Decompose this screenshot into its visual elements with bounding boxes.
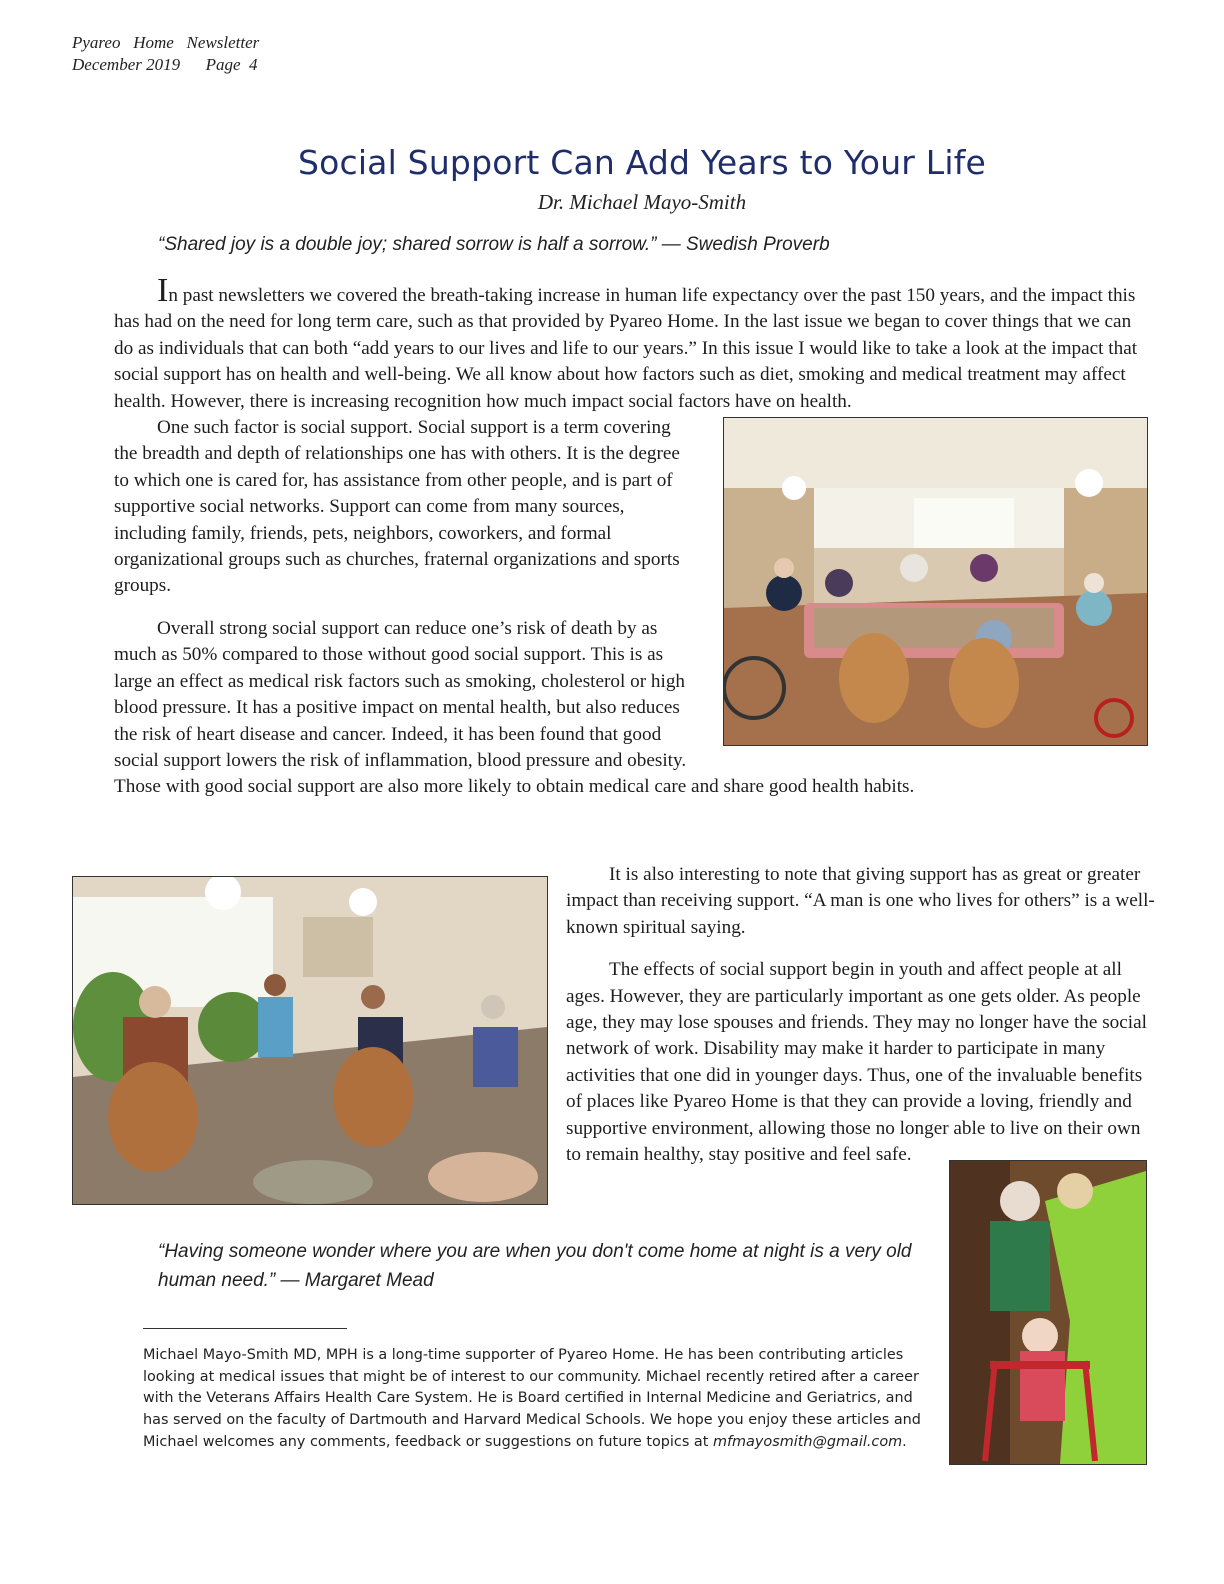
article-author: Dr. Michael Mayo-Smith (537, 190, 747, 214)
article-title: Social Support Can Add Years to Your Life (297, 143, 987, 182)
walker-child-photo (949, 1160, 1147, 1465)
footnote-divider (143, 1328, 347, 1329)
author-email-link[interactable]: mfmayosmith@gmail.com (712, 1433, 903, 1450)
closing-quote: “Having someone wonder where you are when you don't come home at night is a very old human need.” — Margaret Mead (158, 1241, 912, 1291)
paragraph-5: The effects of social support begin in youth and affect people at all ages. However, they are particularly important as one gets older. As people age, they may lose spouses and friends. They may no longer have the social network of work. Disability may make it harder to participate in many activities that one did in younger days. Thus, one of the invaluable benefits of places like Pyareo Home is that they can provide a loving, friendly and supportive environment, allowing those no longer able to live on their own to remain healthy, stay positive and feel safe. (566, 959, 1147, 1166)
paragraph-2: One such factor is social support. Social support is a term covering the breadth and depth of relationships one has with others. It is the degree to which one is cared for, has assistance from other people, and is part of supportive social networks. Support can come from many sources, including family, friends, pets, neighbors, coworkers, and formal organizational groups such as churches, fraternal organizations and sports groups. (114, 417, 680, 597)
article-body-bottom (566, 862, 1156, 1168)
epigraph-quote: “Shared joy is a double joy; shared sorrow is half a sorrow.” — Swedish Proverb (158, 234, 830, 255)
dining-table-photo (723, 417, 1148, 746)
newsletter-header (72, 32, 259, 76)
paragraph-4: It is also interesting to note that giving support has as great or greater impact than receiving support. “A man is one who lives for others” is a well-known spiritual saying. (566, 864, 1155, 938)
paragraph-3: Overall strong social support can reduce one’s risk of death by as much as 50% compared to those without good social support. This is as large an effect as medical risk factors such as smoking, cholesterol or high blood pressure. It has a positive impact on mental health, but also reduces the risk of heart disease and cancer. Indeed, it has been found that good social support lowers the risk of inflammation, blood pressure and obesity. Those with good social support are also more likely to obtain medical care and share good health habits. (114, 617, 915, 798)
header-date-page: December 2019 Page 4 (72, 55, 258, 74)
author-bio: Michael Mayo-Smith MD, MPH is a long-time supporter of Pyareo Home. He has been contributing articles looking at medical issues that might be of interest to our community. Michael recently retired after a career with the Veterans Affairs Health Care System. He is Board certified in Internal Medicine and Geriatrics, and has served on the faculty of Dartmouth and Harvard Medical Schools. We hope you enjoy these articles and Michael welcomes any comments, feedback or suggestions on future topics at mfmayosmith@gmail.com. (143, 1347, 921, 1450)
drop-cap: I (157, 272, 169, 309)
chair-exercise-photo (72, 876, 548, 1205)
paragraph-1: In past newsletters we covered the breath-taking increase in human life expectancy over the past 150 years, and the impact this has had on the need for long term care, such as that provided by Pyareo Home. In the last issue we began to cover things that we can do as individuals that can both “add years to our lives and life to our years.” In this issue I would like to take a look at the impact that social support has on health and well-being. We all know about how factors such as diet, smoking and medical treatment may affect health. However, there is increasing recognition how much impact social factors have on health. (114, 272, 1138, 412)
header-title: Pyareo Home Newsletter (72, 33, 260, 52)
